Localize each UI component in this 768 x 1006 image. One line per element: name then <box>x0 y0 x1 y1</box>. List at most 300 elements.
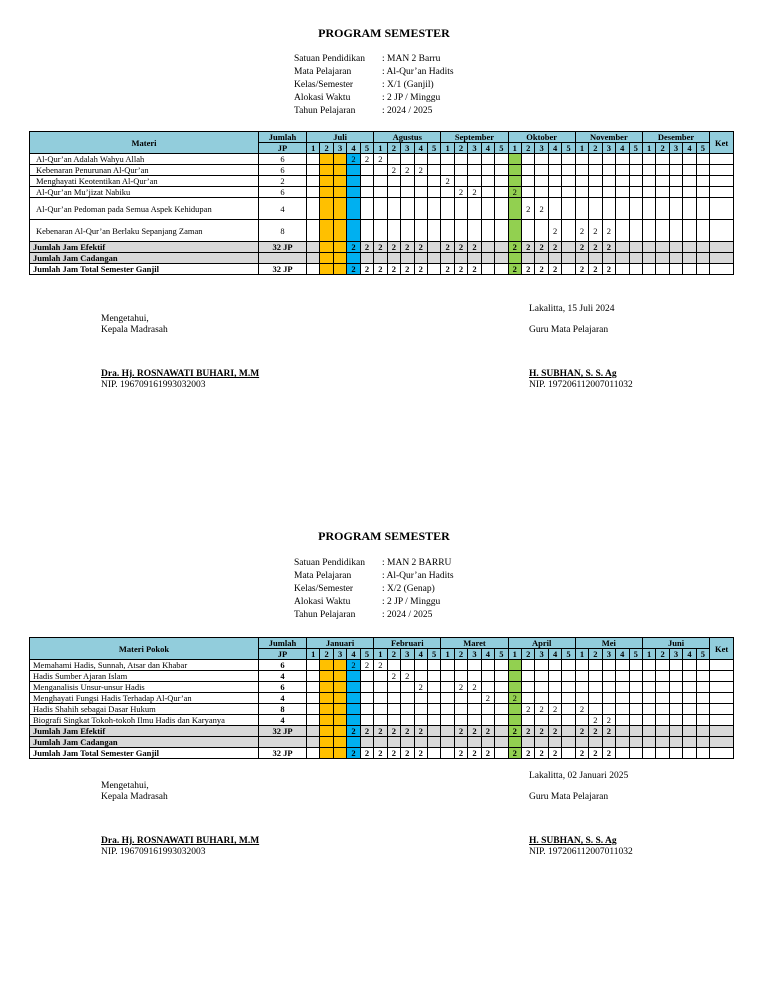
week-cell <box>535 176 548 187</box>
week-cell <box>468 154 481 165</box>
week-cell: 2 <box>602 715 615 726</box>
week-cell <box>427 165 440 176</box>
week-cell: 2 <box>401 242 414 253</box>
week-cell <box>454 220 467 242</box>
week-cell <box>320 187 333 198</box>
week-cell: 2 <box>589 715 602 726</box>
week-cell <box>629 704 642 715</box>
week-cell <box>414 154 427 165</box>
week-cell: 2 <box>441 242 454 253</box>
week-cell <box>629 264 642 275</box>
week-cell <box>508 671 521 682</box>
week-cell <box>441 660 454 671</box>
week-cell <box>696 242 709 253</box>
table-row <box>30 660 734 671</box>
week-cell <box>508 176 521 187</box>
week-cell: 2 <box>374 264 387 275</box>
week-cell <box>562 682 575 693</box>
table-row <box>30 693 734 704</box>
week-cell <box>589 198 602 220</box>
week-cell <box>589 253 602 264</box>
week-cell <box>307 715 320 726</box>
week-cell: 2 <box>548 748 561 759</box>
week-cell <box>374 220 387 242</box>
week-cell <box>642 264 655 275</box>
week-cell <box>374 176 387 187</box>
week-cell <box>333 726 346 737</box>
week-cell <box>320 704 333 715</box>
week-cell <box>696 176 709 187</box>
week-cell <box>387 154 400 165</box>
header-week: 2 <box>320 143 333 154</box>
info-value: : X/2 (Genap) <box>382 584 435 594</box>
week-cell <box>602 176 615 187</box>
week-cell <box>696 682 709 693</box>
week-cell <box>548 165 561 176</box>
header-week: 1 <box>441 143 454 154</box>
week-cell <box>481 198 494 220</box>
week-cell: 2 <box>589 220 602 242</box>
week-cell <box>669 165 682 176</box>
week-cell <box>360 682 373 693</box>
week-cell <box>454 660 467 671</box>
info-label: Mata Pelajaran <box>294 571 352 581</box>
sig-nip: NIP. 196709161993032003 <box>101 847 206 857</box>
week-cell: 2 <box>401 671 414 682</box>
week-cell <box>656 220 669 242</box>
week-cell <box>669 715 682 726</box>
week-cell <box>669 748 682 759</box>
week-cell <box>642 660 655 671</box>
week-cell <box>562 671 575 682</box>
week-cell <box>696 187 709 198</box>
week-cell <box>427 704 440 715</box>
week-cell <box>481 737 494 748</box>
week-cell <box>401 253 414 264</box>
week-cell <box>696 660 709 671</box>
info-value: : X/1 (Ganjil) <box>382 80 434 90</box>
week-cell <box>468 198 481 220</box>
doc1-right-name-block <box>529 369 633 391</box>
week-cell <box>548 198 561 220</box>
week-cell <box>333 748 346 759</box>
week-cell <box>387 187 400 198</box>
week-cell <box>495 693 508 704</box>
header-week: 4 <box>414 649 427 660</box>
week-cell <box>374 165 387 176</box>
summary-label: Jumlah Jam Efektif <box>30 242 259 253</box>
week-cell <box>522 187 535 198</box>
header-month: Agustus <box>374 132 441 143</box>
header-month: September <box>441 132 508 143</box>
week-cell <box>548 671 561 682</box>
week-cell: 2 <box>602 220 615 242</box>
week-cell <box>307 726 320 737</box>
doc2-left-name-block <box>101 836 259 858</box>
week-cell: 2 <box>548 726 561 737</box>
week-cell <box>374 737 387 748</box>
week-cell: 2 <box>387 242 400 253</box>
week-cell <box>387 715 400 726</box>
week-cell <box>548 187 561 198</box>
info-label: Alokasi Waktu <box>294 597 351 607</box>
week-cell: 2 <box>481 748 494 759</box>
week-cell <box>602 671 615 682</box>
week-cell <box>629 693 642 704</box>
week-cell: 2 <box>468 187 481 198</box>
week-cell <box>468 253 481 264</box>
week-cell <box>589 176 602 187</box>
ket-cell <box>710 660 734 671</box>
week-cell <box>642 704 655 715</box>
week-cell: 2 <box>374 660 387 671</box>
week-cell <box>495 198 508 220</box>
header-week: 3 <box>669 649 682 660</box>
header-week: 5 <box>629 649 642 660</box>
week-cell <box>683 187 696 198</box>
week-cell <box>347 693 360 704</box>
week-cell <box>535 154 548 165</box>
week-cell <box>629 187 642 198</box>
week-cell <box>683 748 696 759</box>
week-cell <box>307 176 320 187</box>
header-week: 2 <box>522 143 535 154</box>
week-cell <box>535 660 548 671</box>
jp-cell: 8 <box>259 220 307 242</box>
week-cell <box>495 242 508 253</box>
week-cell: 2 <box>589 242 602 253</box>
week-cell <box>441 165 454 176</box>
week-cell: 2 <box>387 264 400 275</box>
week-cell: 2 <box>468 264 481 275</box>
total-row <box>30 264 734 275</box>
week-cell <box>575 253 588 264</box>
week-cell <box>387 660 400 671</box>
week-cell <box>468 704 481 715</box>
week-cell <box>307 748 320 759</box>
week-cell <box>481 682 494 693</box>
ket-cell <box>710 154 734 165</box>
week-cell: 2 <box>414 726 427 737</box>
header-week: 3 <box>333 649 346 660</box>
week-cell <box>333 264 346 275</box>
week-cell: 2 <box>535 242 548 253</box>
week-cell: 2 <box>535 264 548 275</box>
week-cell <box>387 737 400 748</box>
week-cell <box>468 737 481 748</box>
week-cell <box>347 253 360 264</box>
week-cell <box>642 726 655 737</box>
week-cell <box>616 198 629 220</box>
week-cell <box>495 704 508 715</box>
week-cell <box>414 704 427 715</box>
jp-cell: 6 <box>259 154 307 165</box>
week-cell <box>320 198 333 220</box>
week-cell: 2 <box>360 264 373 275</box>
week-cell <box>427 242 440 253</box>
week-cell <box>535 187 548 198</box>
week-cell <box>454 165 467 176</box>
week-cell <box>387 682 400 693</box>
sig-nip: NIP. 197206112007011032 <box>529 847 633 857</box>
week-cell <box>656 165 669 176</box>
week-cell <box>387 198 400 220</box>
week-cell: 2 <box>387 748 400 759</box>
week-cell <box>307 187 320 198</box>
week-cell: 2 <box>401 165 414 176</box>
week-cell <box>616 704 629 715</box>
week-cell <box>522 660 535 671</box>
header-week: 4 <box>481 143 494 154</box>
week-cell: 2 <box>387 671 400 682</box>
info-value: : 2024 / 2025 <box>382 106 433 116</box>
header-month: November <box>575 132 642 143</box>
week-cell <box>548 682 561 693</box>
week-cell <box>427 715 440 726</box>
week-cell: 2 <box>522 748 535 759</box>
header-week: 1 <box>642 143 655 154</box>
header-week: 1 <box>575 143 588 154</box>
week-cell <box>629 726 642 737</box>
week-cell: 2 <box>401 748 414 759</box>
header-week: 5 <box>495 649 508 660</box>
week-cell: 2 <box>347 748 360 759</box>
summary-row <box>30 726 734 737</box>
week-cell <box>307 242 320 253</box>
materi-cell: Menghayati Fungsi Hadis Terhadap Al-Qur’an <box>30 693 259 704</box>
header-month: Desember <box>642 132 709 143</box>
week-cell <box>616 671 629 682</box>
week-cell <box>333 220 346 242</box>
week-cell <box>522 165 535 176</box>
header-week: 2 <box>656 143 669 154</box>
week-cell: 2 <box>347 242 360 253</box>
header-week: 2 <box>387 143 400 154</box>
total-row <box>30 748 734 759</box>
week-cell <box>441 198 454 220</box>
week-cell <box>656 176 669 187</box>
week-cell <box>642 187 655 198</box>
week-cell <box>508 198 521 220</box>
week-cell <box>401 154 414 165</box>
header-week: 2 <box>387 649 400 660</box>
week-cell <box>414 220 427 242</box>
week-cell: 2 <box>602 748 615 759</box>
week-cell <box>575 176 588 187</box>
summary-label: Jumlah Jam Cadangan <box>30 737 259 748</box>
week-cell <box>360 198 373 220</box>
week-cell <box>468 671 481 682</box>
header-week: 5 <box>495 143 508 154</box>
week-cell <box>589 704 602 715</box>
week-cell <box>508 715 521 726</box>
week-cell <box>575 187 588 198</box>
week-cell <box>669 187 682 198</box>
sig-name: Dra. Hj. ROSNAWATI BUHARI, M.M <box>101 836 260 846</box>
week-cell: 2 <box>602 242 615 253</box>
week-cell <box>669 726 682 737</box>
week-cell <box>642 220 655 242</box>
week-cell <box>307 693 320 704</box>
week-cell <box>562 715 575 726</box>
materi-cell: Al-Qur’an Pedoman pada Semua Aspek Kehidupan <box>30 198 259 220</box>
header-jumlah: Jumlah <box>259 638 307 649</box>
week-cell <box>495 660 508 671</box>
header-week: 4 <box>347 143 360 154</box>
table-row <box>30 165 734 176</box>
materi-cell: Biografi Singkat Tokoh-tokoh Ilmu Hadis dan Karyanya <box>30 715 259 726</box>
header-ket: Ket <box>710 638 734 660</box>
week-cell <box>562 187 575 198</box>
week-cell <box>441 748 454 759</box>
week-cell <box>535 715 548 726</box>
week-cell <box>669 253 682 264</box>
week-cell <box>495 253 508 264</box>
week-cell <box>616 264 629 275</box>
week-cell <box>535 737 548 748</box>
week-cell: 2 <box>508 242 521 253</box>
week-cell <box>347 682 360 693</box>
materi-cell: Memahami Hadis, Sunnah, Atsar dan Khabar <box>30 660 259 671</box>
week-cell <box>307 264 320 275</box>
week-cell <box>468 715 481 726</box>
header-week: 3 <box>535 143 548 154</box>
week-cell: 2 <box>468 726 481 737</box>
week-cell <box>333 187 346 198</box>
week-cell <box>495 220 508 242</box>
week-cell: 2 <box>548 242 561 253</box>
week-cell <box>696 748 709 759</box>
week-cell <box>401 704 414 715</box>
week-cell <box>360 176 373 187</box>
week-cell <box>307 220 320 242</box>
week-cell: 2 <box>347 264 360 275</box>
info-label: Tahun Pelajaran <box>294 610 356 620</box>
week-cell <box>307 253 320 264</box>
week-cell: 2 <box>401 726 414 737</box>
week-cell <box>427 154 440 165</box>
header-week: 2 <box>454 143 467 154</box>
week-cell <box>374 704 387 715</box>
week-cell <box>602 693 615 704</box>
week-cell <box>468 165 481 176</box>
week-cell <box>320 154 333 165</box>
header-week: 1 <box>575 649 588 660</box>
header-week: 5 <box>562 649 575 660</box>
week-cell <box>320 715 333 726</box>
info-value: : MAN 2 BARRU <box>382 558 452 568</box>
week-cell <box>589 671 602 682</box>
jp-cell: 4 <box>259 715 307 726</box>
week-cell <box>575 693 588 704</box>
week-cell <box>629 682 642 693</box>
week-cell <box>629 737 642 748</box>
week-cell <box>522 715 535 726</box>
week-cell <box>495 682 508 693</box>
info-label: Kelas/Semester <box>294 80 354 90</box>
week-cell <box>333 660 346 671</box>
week-cell <box>589 682 602 693</box>
week-cell <box>333 253 346 264</box>
week-cell <box>374 671 387 682</box>
week-cell <box>642 154 655 165</box>
week-cell <box>401 187 414 198</box>
week-cell <box>642 165 655 176</box>
week-cell <box>616 737 629 748</box>
week-cell <box>454 198 467 220</box>
jp-cell: 2 <box>259 176 307 187</box>
week-cell <box>575 671 588 682</box>
week-cell <box>307 671 320 682</box>
info-value: : 2024 / 2025 <box>382 610 433 620</box>
week-cell <box>696 165 709 176</box>
summary-jp: 32 JP <box>259 242 307 253</box>
week-cell: 2 <box>535 748 548 759</box>
info-label: Satuan Pendidikan <box>294 558 365 568</box>
week-cell <box>320 671 333 682</box>
total-label: Jumlah Jam Total Semester Ganjil <box>30 264 259 275</box>
ket-cell <box>710 748 734 759</box>
week-cell: 2 <box>374 748 387 759</box>
header-materi: Materi <box>30 132 259 154</box>
week-cell <box>320 176 333 187</box>
week-cell <box>427 176 440 187</box>
header-week: 2 <box>589 649 602 660</box>
week-cell <box>481 660 494 671</box>
week-cell <box>548 693 561 704</box>
ket-cell <box>710 187 734 198</box>
week-cell <box>562 154 575 165</box>
header-jumlah: Jumlah <box>259 132 307 143</box>
week-cell: 2 <box>414 748 427 759</box>
doc1-title: PROGRAM SEMESTER <box>318 26 450 40</box>
header-week: 4 <box>683 143 696 154</box>
week-cell <box>387 176 400 187</box>
week-cell <box>441 671 454 682</box>
week-cell <box>642 253 655 264</box>
week-cell <box>616 220 629 242</box>
week-cell <box>575 165 588 176</box>
week-cell <box>360 693 373 704</box>
week-cell <box>602 187 615 198</box>
header-week: 4 <box>548 143 561 154</box>
week-cell <box>441 154 454 165</box>
materi-cell: Hadis Shahih sebagai Dasar Hukum <box>30 704 259 715</box>
week-cell <box>374 682 387 693</box>
week-cell <box>401 220 414 242</box>
week-cell <box>427 660 440 671</box>
week-cell <box>320 220 333 242</box>
jp-cell: 6 <box>259 187 307 198</box>
week-cell <box>454 704 467 715</box>
week-cell <box>602 660 615 671</box>
week-cell: 2 <box>347 660 360 671</box>
total-label: Jumlah Jam Total Semester Ganjil <box>30 748 259 759</box>
table-row <box>30 154 734 165</box>
week-cell <box>548 176 561 187</box>
week-cell <box>481 154 494 165</box>
materi-cell: Menganalisis Unsur-unsur Hadis <box>30 682 259 693</box>
table-row <box>30 682 734 693</box>
header-week: 3 <box>602 143 615 154</box>
week-cell <box>629 176 642 187</box>
week-cell <box>508 220 521 242</box>
week-cell <box>642 682 655 693</box>
header-month: Februari <box>374 638 441 649</box>
ket-cell <box>710 242 734 253</box>
week-cell <box>696 704 709 715</box>
doc1-right-role: Guru Mata Pelajaran <box>529 325 609 335</box>
